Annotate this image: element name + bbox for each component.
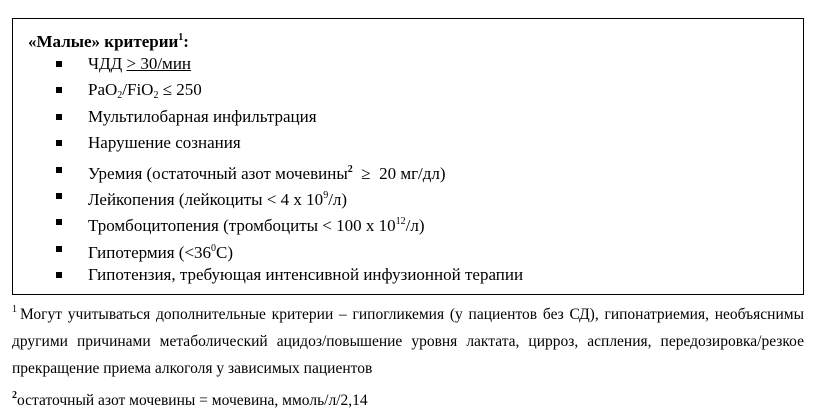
- hypothermia-label: Гипотермия (<36: [88, 242, 212, 262]
- bullet-icon: [56, 167, 62, 173]
- box-title-colon: :: [183, 32, 189, 51]
- leukopenia-label: Лейкопения (лейкоциты < 4 x 10: [88, 189, 324, 209]
- hypothermia-unit: C): [216, 242, 234, 262]
- uremia-footnote-ref: 2: [347, 163, 353, 175]
- bullet-icon: [56, 87, 62, 93]
- box-title-footnote-ref: 1: [178, 32, 184, 43]
- rr-label: ЧДД: [88, 54, 127, 73]
- criteria-item-uremia: [13, 157, 803, 183]
- criteria-item-text: Гипотензия, требующая интенсивной инфузионной терапии: [88, 265, 524, 285]
- pao-label: PaO: [88, 80, 118, 100]
- criteria-list: [13, 51, 803, 289]
- leukopenia-unit: /л): [328, 189, 348, 209]
- criteria-item-hypotension: [13, 262, 803, 288]
- thrombocytopenia-exponent: 12: [395, 216, 406, 228]
- criteria-box: [12, 18, 804, 295]
- criteria-item-multilobar: [13, 104, 803, 130]
- fio-subscript: 2: [153, 90, 159, 102]
- uremia-label: Уремия (остаточный азот мочевины: [88, 163, 348, 183]
- box-title-text: «Малые» критерии: [28, 32, 179, 51]
- hypothermia-degree: 0: [211, 242, 217, 254]
- criteria-item-rr: [13, 51, 803, 77]
- bullet-icon: [56, 246, 62, 252]
- pao-subscript: 2: [117, 90, 123, 102]
- criteria-item-thrombocytopenia: [13, 209, 803, 235]
- criteria-item-pao2-fio2: [13, 77, 803, 103]
- rr-value: > 30/мин: [126, 54, 192, 73]
- thrombocytopenia-unit: /л): [405, 216, 425, 236]
- footnote-1-mark: 1: [12, 304, 17, 315]
- bullet-icon: [56, 272, 62, 278]
- leukopenia-exponent: 9: [323, 189, 329, 201]
- thrombocytopenia-label: Тромбоцитопения (тромбоциты < 100 x 10: [88, 216, 396, 236]
- bullet-icon: [56, 114, 62, 120]
- criteria-item-text: Нарушение сознания: [88, 133, 241, 153]
- footnote-2-text: остаточный азот мочевины = мочевина, ммоль/л/2,14: [17, 392, 368, 409]
- bullet-icon: [56, 140, 62, 146]
- footnote-1-text: Могут учитываться дополнительные критерии – гипогликемия (у пациентов без СД), гипонатриемия, необъяснимы другими причинами метаболический ацидоз/повышение уровня лактата, цирроз, аспления, передозировка/резкое прекращение приема алкоголя у зависимых пациентов: [12, 306, 804, 377]
- footnote-2: [12, 382, 804, 414]
- footnotes: [12, 296, 804, 414]
- uremia-threshold: ≥ 20 мг/дл): [352, 163, 446, 183]
- bullet-icon: [56, 219, 62, 225]
- criteria-item-text: [88, 51, 191, 77]
- footnote-2-mark: 2: [12, 390, 17, 401]
- criteria-item-text: Мультилобарная инфильтрация: [88, 106, 317, 126]
- fio-label: /FiO: [122, 80, 154, 100]
- bullet-icon: [56, 61, 62, 67]
- criteria-item-consciousness: [13, 130, 803, 156]
- criteria-item-hypothermia: [13, 236, 803, 262]
- bullet-icon: [56, 193, 62, 199]
- box-title: [28, 28, 189, 52]
- pao-fio-threshold: ≤ 250: [158, 80, 202, 100]
- criteria-item-leukopenia: [13, 183, 803, 209]
- footnote-1: [12, 296, 804, 382]
